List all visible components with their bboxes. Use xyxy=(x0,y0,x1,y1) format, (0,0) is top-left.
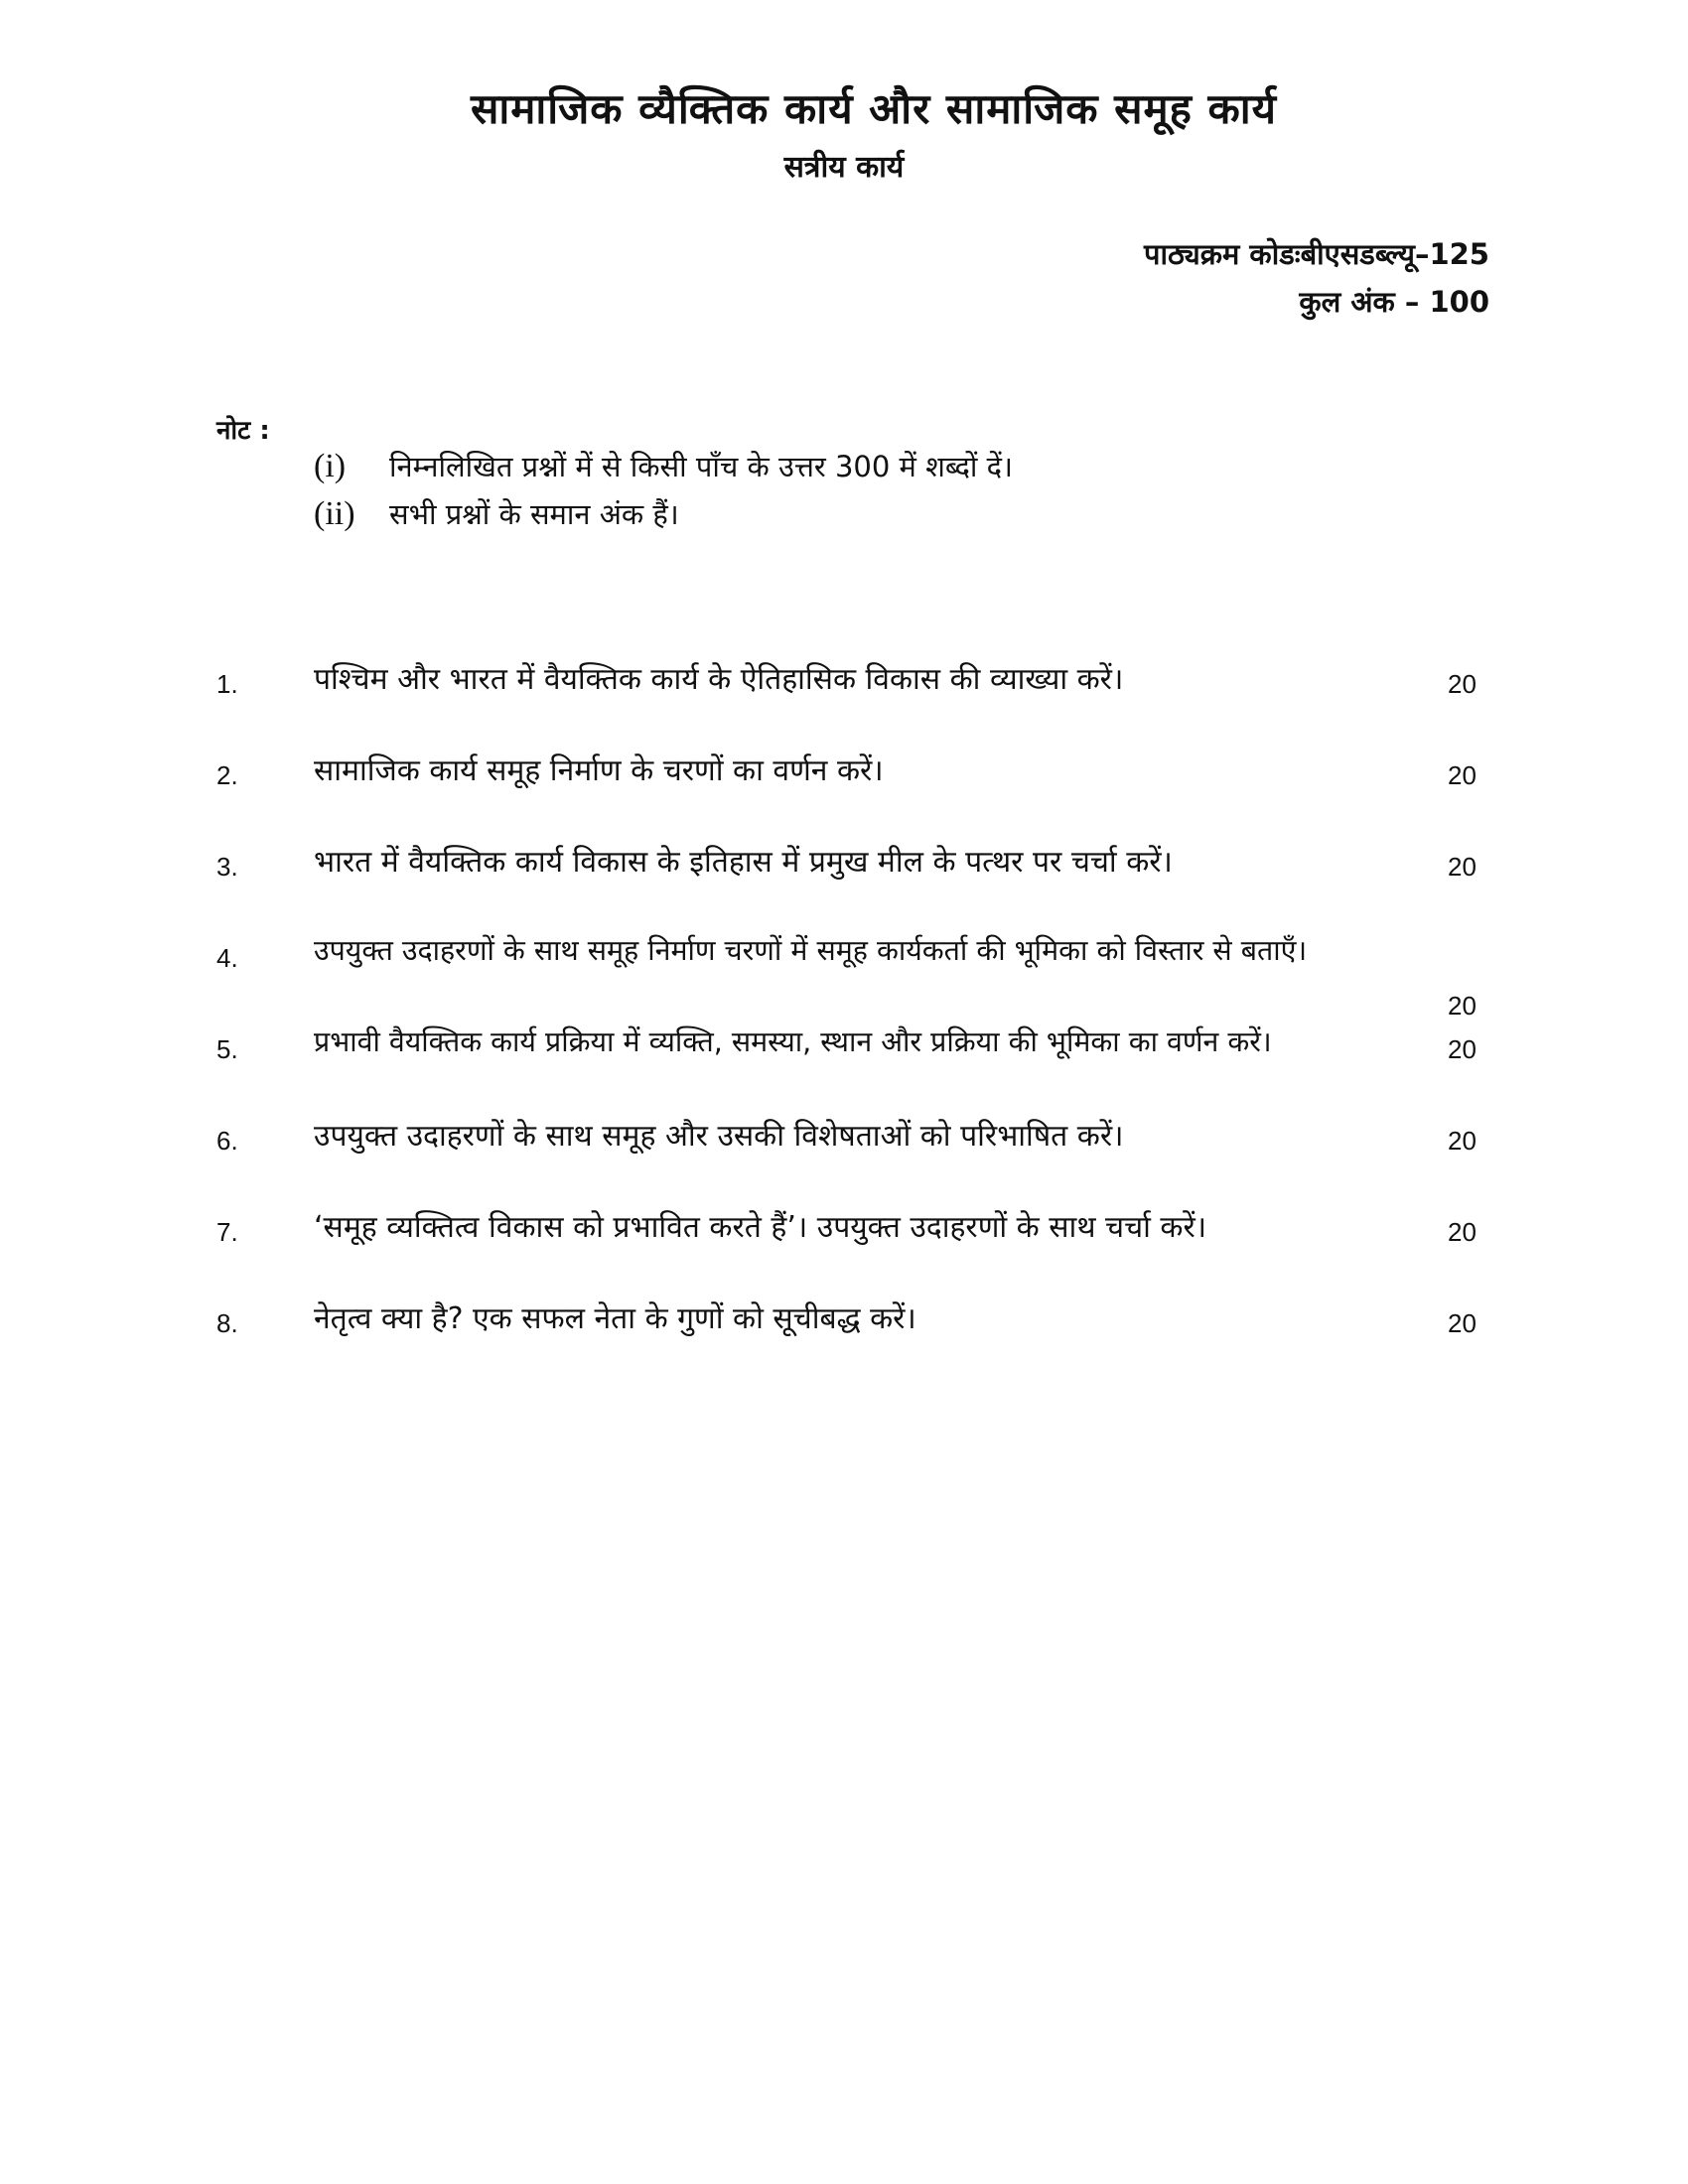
question-marks: 20 xyxy=(1448,1308,1477,1338)
question-1 xyxy=(0,657,1688,717)
question-marks: 20 xyxy=(1448,852,1477,882)
question-text: प्रभावी वैयक्तिक कार्य प्रक्रिया में व्यक्ति, समस्या, स्थान और प्रक्रिया की भूमिका का वर्णन करें। xyxy=(314,1025,1272,1058)
question-7 xyxy=(0,1205,1688,1265)
question-text: उपयुक्त उदाहरणों के साथ समूह और उसकी विशेषताओं को परिभाषित करें। xyxy=(314,1119,1124,1154)
question-2 xyxy=(0,749,1688,808)
question-marks: 20 xyxy=(1448,991,1477,1021)
question-text: भारत में वैयक्तिक कार्य विकास के इतिहास में प्रमुख मील के पत्थर पर चर्चा करें। xyxy=(314,845,1173,880)
total-marks: कुल अंक – 100 xyxy=(1299,285,1489,319)
page-title: सामाजिक व्यैक्तिक कार्य और सामाजिक समूह कार्य xyxy=(470,84,1278,133)
question-5 xyxy=(0,1023,1688,1082)
question-number: 3. xyxy=(216,852,238,882)
question-number: 4. xyxy=(216,943,238,973)
question-text: उपयुक्त उदाहरणों के साथ समूह निर्माण चरणों में समूह कार्यकर्ता की भूमिका को विस्तार से बताएँ। xyxy=(314,934,1308,967)
question-marks: 20 xyxy=(1448,1034,1477,1064)
question-4 xyxy=(0,931,1688,1021)
question-number: 5. xyxy=(216,1034,238,1064)
note-label: नोट : xyxy=(216,416,270,446)
question-number: 2. xyxy=(216,760,238,790)
question-number: 1. xyxy=(216,669,238,699)
note-item-text: निम्नलिखित प्रश्नों में से किसी पाँच के उत्तर 300 में शब्दों दें। xyxy=(389,450,1014,483)
question-text: ‘समूह व्यक्तित्व विकास को प्रभावित करते हैं’। उपयुक्त उदाहरणों के साथ चर्चा करें। xyxy=(314,1210,1207,1245)
question-number: 8. xyxy=(216,1308,238,1338)
question-marks: 20 xyxy=(1448,1126,1477,1156)
question-text: पश्चिम और भारत में वैयक्तिक कार्य के ऐतिहासिक विकास की व्याख्या करें। xyxy=(314,662,1124,697)
question-8 xyxy=(0,1297,1688,1356)
question-number: 7. xyxy=(216,1217,238,1247)
course-code: पाठ्यक्रम कोडःबीएसडब्ल्यू–125 xyxy=(1144,237,1489,271)
question-number: 6. xyxy=(216,1126,238,1156)
page-subtitle: सत्रीय कार्य xyxy=(783,150,905,185)
question-marks: 20 xyxy=(1448,669,1477,699)
question-text: सामाजिक कार्य समूह निर्माण के चरणों का वर्णन करें। xyxy=(314,753,884,788)
question-6 xyxy=(0,1114,1688,1173)
question-3 xyxy=(0,840,1688,899)
question-marks: 20 xyxy=(1448,1217,1477,1247)
note-item xyxy=(314,447,1013,485)
note-item-text: सभी प्रश्नों के समान अंक हैं। xyxy=(389,497,679,531)
note-item-numeral: (ii) xyxy=(314,495,355,532)
question-text: नेतृत्व क्या है? एक सफल नेता के गुणों को सूचीबद्ध करें। xyxy=(314,1301,916,1336)
question-marks: 20 xyxy=(1448,760,1477,790)
note-item-numeral: (i) xyxy=(314,448,347,484)
note-item xyxy=(314,494,679,533)
